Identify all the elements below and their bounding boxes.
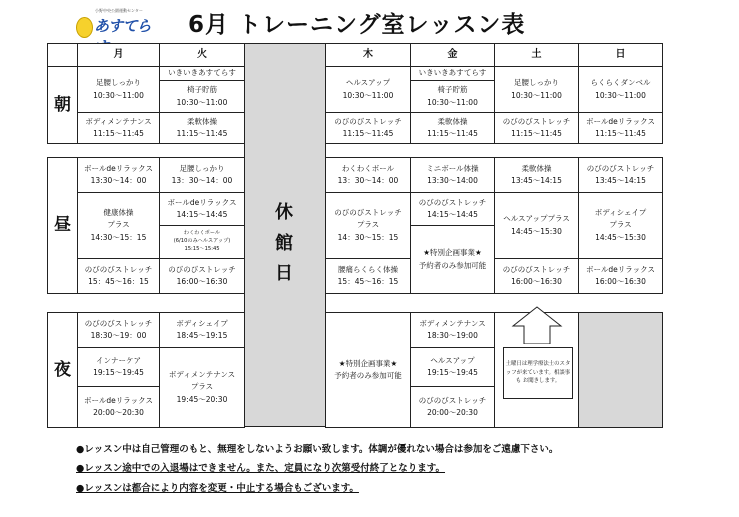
- lesson-cell: ヘルスアップ 10:30～11:00: [325, 66, 411, 113]
- lesson-cell: のびのびストレッチ プラス 14：30～15：15: [325, 192, 411, 259]
- lesson-cell: いきいきあすてらす: [159, 66, 245, 81]
- day-header-sun: 日: [578, 43, 663, 67]
- lesson-cell: ヘルスアッププラス 14:45～15:30: [494, 192, 579, 259]
- logo-egg-icon: [76, 17, 93, 38]
- lesson-cell: ボールdeリラックス 11:15～11:45: [578, 112, 663, 144]
- lesson-cell: ヘルスアップ 19:15～19:45: [410, 347, 495, 387]
- day-header-fri: 金: [410, 43, 495, 67]
- lesson-cell: 柔軟体操 11:15～11:45: [410, 112, 495, 144]
- lesson-cell: 柔軟体操 11:15～11:45: [159, 112, 245, 144]
- lesson-cell: ボディメンテナンス 18:30～19:00: [410, 312, 495, 348]
- period-label-noon: 昼: [47, 157, 78, 294]
- lesson-cell: インナーケア 19:15～19:45: [77, 347, 160, 387]
- lesson-cell: ボールdeリラックス 16:00～16:30: [578, 258, 663, 294]
- day-header-mon: 月: [77, 43, 160, 67]
- lesson-cell: 健康体操 プラス 14:30～15：15: [77, 192, 160, 259]
- lesson-cell: のびのびストレッチ 11:15～11:45: [325, 112, 411, 144]
- day-header-sat: 土: [494, 43, 579, 67]
- special-event-cell: ★特別企画事業★ 予約者のみ参加可能: [325, 312, 411, 428]
- day-header-thu: 木: [325, 43, 411, 67]
- page-title: 6月 トレーニング室レッスン表: [188, 12, 526, 38]
- lesson-cell: いきいきあすてらす: [410, 66, 495, 81]
- lesson-cell: 足腰しっかり 13：30～14：00: [159, 157, 245, 193]
- physiotherapist-note: 土曜日は理学療法士のスタッフが来ています。相談事も お聞きします。: [503, 347, 573, 399]
- lesson-cell: 椅子貯筋 10:30～11:00: [159, 80, 245, 113]
- lesson-cell: のびのびストレッチ 16:00～16:30: [159, 258, 245, 294]
- day-header-tue: 火: [159, 43, 245, 67]
- lesson-cell: のびのびストレッチ 11:15～11:45: [494, 112, 579, 144]
- footnote: ●レッスン中は自己管理のもと、無理をしないようお願い致します。体調が優れない場合は参加をご遠慮下さい。: [76, 444, 559, 455]
- lesson-cell: ボールdeリラックス 13:30～14：00: [77, 157, 160, 193]
- logo-subtitle: 小野中央公園運動センター: [95, 8, 143, 13]
- footnote: ●レッスンは都合により内容を変更・中止する場合もございます。: [76, 483, 359, 494]
- footnote: ●レッスン途中での入退場はできません。また、定員になり次第受付終了となります。: [76, 463, 446, 474]
- period-label-night: 夜: [47, 312, 78, 428]
- header-corner: [47, 43, 78, 67]
- lesson-cell: のびのびストレッチ 18:30～19：00: [77, 312, 160, 348]
- lesson-cell: わくわくボール (6/10のみヘルスアップ) 15:15～15:45: [159, 225, 245, 259]
- special-event-cell: ★特別企画事業★ 予約者のみ参加可能: [410, 225, 495, 294]
- lesson-cell: 足腰しっかり 10:30～11:00: [77, 66, 160, 113]
- up-arrow-icon: [495, 306, 579, 344]
- lesson-cell: のびのびストレッチ 15：45～16：15: [77, 258, 160, 294]
- logo-text: あすてら: [94, 17, 151, 35]
- lesson-cell: ボールdeリラックス 20:00～20:30: [77, 386, 160, 428]
- logo: [76, 8, 160, 38]
- lesson-cell: ボディメンテナンス 11:15～11:45: [77, 112, 160, 144]
- lesson-cell: ミニボール体操 13:30～14:00: [410, 157, 495, 193]
- lesson-cell: 椅子貯筋 10:30～11:00: [410, 80, 495, 113]
- lesson-cell: 足腰しっかり 10:30～11:00: [494, 66, 579, 113]
- lesson-cell: 柔軟体操 13:45～14:15: [494, 157, 579, 193]
- period-label-morning: 朝: [47, 66, 78, 144]
- lesson-cell: のびのびストレッチ 14:15～14:45: [410, 192, 495, 226]
- lesson-cell: らくらくダンベル 10:30～11:00: [578, 66, 663, 113]
- lesson-cell: のびのびストレッチ 13:45～14:15: [578, 157, 663, 193]
- lesson-cell: のびのびストレッチ 16:00～16:30: [494, 258, 579, 294]
- lesson-cell: 腰痛らくらく体操 15：45～16：15: [325, 258, 411, 294]
- lesson-cell: ボディメンテナンス プラス 19:45～20:30: [159, 347, 245, 428]
- closed-day-label: 休 館 日: [275, 202, 293, 285]
- lesson-cell: ボールdeリラックス 14:15～14:45: [159, 192, 245, 226]
- lesson-cell: ボディシェイプ プラス 14:45～15:30: [578, 192, 663, 259]
- lesson-cell: ボディシェイプ 18:45～19:15: [159, 312, 245, 348]
- sunday-night-empty: [578, 312, 663, 428]
- lesson-cell: のびのびストレッチ 20:00～20:30: [410, 386, 495, 428]
- lesson-cell: わくわくボール 13：30～14：00: [325, 157, 411, 193]
